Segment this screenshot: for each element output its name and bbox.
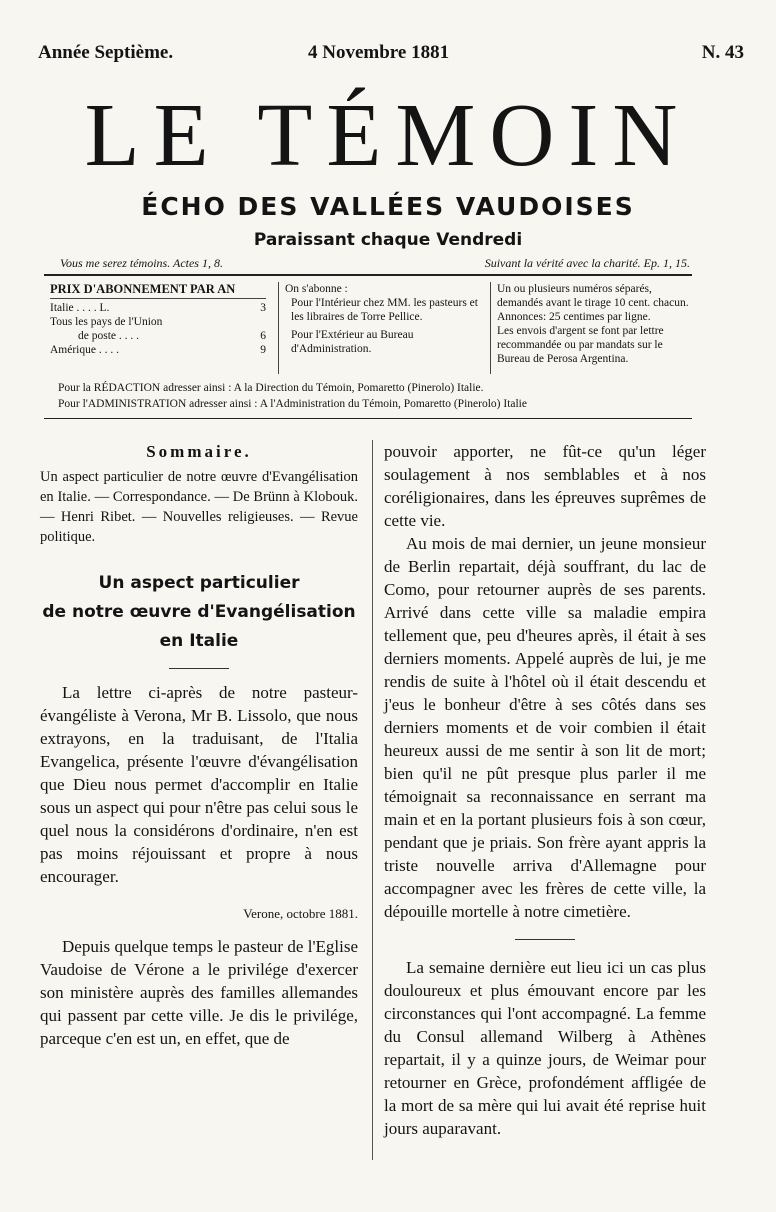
price-label: Tous les pays de l'Union xyxy=(50,316,163,328)
newspaper-title: LE TÉMOIN xyxy=(84,86,692,185)
article-paragraph-continued: pouvoir apporter, ne fût-ce qu'un léger soulagement à nos semblables et à nos coréligionaires, dans les épreuves suprêmes de cette vie. xyxy=(384,442,706,530)
column-divider xyxy=(372,440,373,1160)
administration-address: Pour l'ADMINISTRATION adresser ainsi : A l'Administration du Témoin, Pomaretto (Pinerolo) Italie xyxy=(58,398,527,410)
envois-notice: Les envois d'argent se font par lettre recommandée ou par mandats sur le Bureau de Perosa Argentina. xyxy=(497,325,664,365)
notices-column xyxy=(490,282,697,374)
issue-year: Année Septième. xyxy=(38,42,174,63)
price-column xyxy=(50,282,266,357)
newspaper-subtitle: ÉCHO DES VALLÉES VAUDOISES xyxy=(141,192,635,221)
section-rule xyxy=(515,939,575,940)
motto-left: Vous me serez témoins. Actes 1, 8. xyxy=(60,256,223,270)
title-rule xyxy=(169,668,229,669)
article-paragraph: Au mois de mai dernier, un jeune monsieur de Berlin repartait, déjà souffrant, du lac de Como, pour retourner auprès de ses parents. Arrivé dans cette ville sa maladie empira tellement que, peu d'heures après, il était à ses derniers moments. Appelé auprès de lui, je me rendis de suite à l'hôtel où il était descendu et j'eus le bonheur d'être à ses côtés dans ses derniers moments et de voir combien il était heureux aussi de me sentir à son lit de mort; bien qu'il ne pût presque plus parler il me témoignait sa reconnaissance en serrant ma main et en la portant plusieurs fois à son cœur, pendant que je priais. Son frère ayant appris la triste nouvelle arriva d'Allemagne pour accompagner avec les frères de cette ville, la dépouille mortelle à notre cimetière. xyxy=(384,534,706,921)
price-row xyxy=(50,315,266,329)
article-intro: La lettre ci-après de notre pasteur-évangéliste à Verona, Mr B. Lissolo, que nous extrayons, en la traduisant, de l'Italia Evangelica, présente l'œuvre d'évangélisation que Dieu nous permet d'accomplir en Italie sous un aspect qui pour n'être pas celui sous le quel nous la considérons d'ordinaire, n'en est pas moins réjouissant et propre à nous encourager. xyxy=(40,683,358,886)
sommaire-heading: Sommaire. xyxy=(146,442,252,461)
article-dateline: Verone, octobre 1881. xyxy=(243,906,358,921)
motto-right: Suivant la vérité avec la charité. Ep. 1, 15. xyxy=(484,256,690,270)
numbers-notice: Un ou plusieurs numéros séparés, demandés avant le tirage 10 cent. chacun. xyxy=(497,283,689,309)
publication-frequency: Paraissant chaque Vendredi xyxy=(253,230,523,250)
article-title-line: de notre œuvre d'Evangélisation xyxy=(42,602,356,622)
issue-number: N. 43 xyxy=(701,42,744,63)
annonces-notice: Annonces: 25 centimes par ligne. xyxy=(497,311,651,323)
price-row xyxy=(50,343,266,357)
abonne-title: On s'abonne : xyxy=(285,283,348,295)
price-label: Amérique . . . . xyxy=(50,344,119,356)
abonne-column xyxy=(278,282,485,374)
sommaire-text: Un aspect particulier de notre œuvre d'Evangélisation en Italie. — Correspondance. — De Brünn à Klobouk. — Henri Ribet. — Nouvelles religieuses. — Revue politique. xyxy=(40,469,358,545)
abonne-interior: Pour l'Intérieur chez MM. les pasteurs et les libraires de Torre Pellice. xyxy=(291,297,478,323)
price-row xyxy=(50,301,266,315)
article-paragraph: La semaine dernière eut lieu ici un cas plus douloureux et plus émouvant encore par les circonstances qui l'ont accompagné. La femme du Consul allemand Wilberg à Athènes repartait, il y a quinze jours, de Weimar pour retourner en Grèce, profondément affligée de la mort de sa mère qui lui avait été reprise huit jours auparavant. xyxy=(384,958,706,1138)
mottos xyxy=(60,256,690,274)
price-value: 9 xyxy=(260,344,266,356)
issue-header xyxy=(38,42,744,66)
address-lines xyxy=(58,380,688,412)
price-row xyxy=(50,329,266,343)
article-title-line: Un aspect particulier xyxy=(98,573,300,593)
price-title: PRIX D'ABONNEMENT PAR AN xyxy=(50,282,266,299)
price-label: de poste . . . . xyxy=(78,330,140,342)
article-paragraph: Depuis quelque temps le pasteur de l'Eglise Vaudoise de Vérone a le privilége d'exercer son ministère auprès des familles allemandes qui passent par cette ville. Je dis le privilége, parceque c'en est un, en effet, que de xyxy=(40,937,358,1048)
price-label: Italie . . . . L. xyxy=(50,302,110,314)
article-title xyxy=(40,569,358,656)
price-value: 6 xyxy=(260,330,266,342)
article-title-line: en Italie xyxy=(159,631,239,651)
left-column xyxy=(40,440,358,1050)
price-value: 3 xyxy=(260,302,266,314)
redaction-address: Pour la RÉDACTION adresser ainsi : A la Direction du Témoin, Pomaretto (Pinerolo) Italie. xyxy=(58,382,484,394)
subscription-box xyxy=(44,274,692,419)
issue-date: 4 Novembre 1881 xyxy=(308,42,450,63)
right-column xyxy=(384,440,706,1140)
abonne-exterior: Pour l'Extérieur au Bureau d'Administration. xyxy=(291,329,414,355)
